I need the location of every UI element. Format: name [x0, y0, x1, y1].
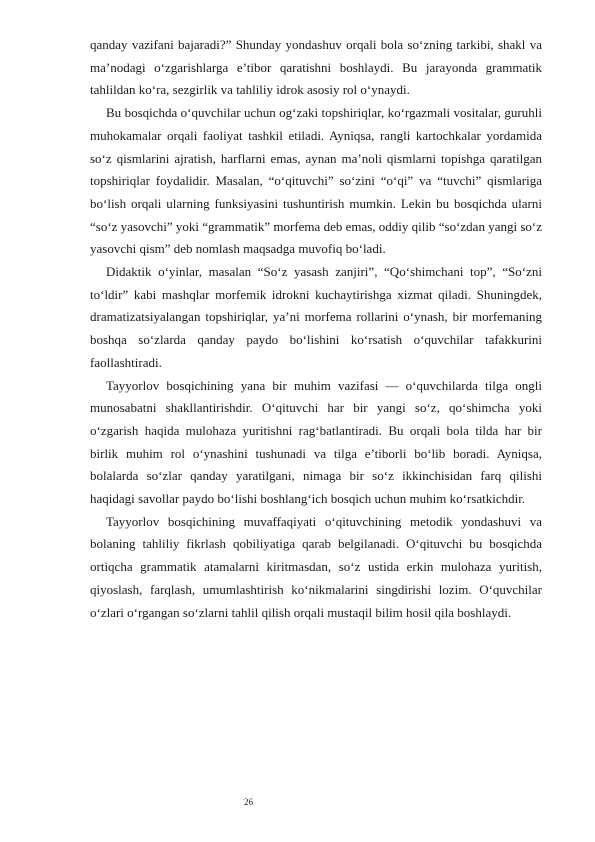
- page-number: 26: [244, 797, 253, 807]
- paragraph-stage-success: Tayyorlov bosqichining muvaffaqiyati o‘qituvchining metodik yondashuvi va bolaning tahliliy fikrlash qobiliyatiga qarab belgilanadi. O‘qituvchi bu bosqichda ortiqcha grammatik atamalarni kiritmasdan, so‘z ustida erkin mulohaza yuritish, qiyoslash, farqlash, umumlashtirish ko‘nikmalarini singdirishi lozim. O‘quvchilar o‘zlari o‘rgangan so‘zlarni tahlil qilish orqali mustaqil bilim hosil qila boshlaydi.: [90, 513, 542, 620]
- paragraph-continuation: qanday vazifani bajaradi?” Shunday yondashuv orqali bola so‘zning tarkibi, shakl va ma’nodagi o‘zgarishlarga e’tibor qaratishni boshlaydi. Bu jarayonda grammatik tahlildan ko‘ra, sezgirlik va tahliliy idrok asosiy rol o‘ynaydi.: [90, 37, 542, 98]
- paragraph-activities: Bu bosqichda o‘quvchilar uchun og‘zaki topshiriqlar, ko‘rgazmali vositalar, guruhli muhokamalar orqali faoliyat tashkil etiladi. Ayniqsa, rangli kartochkalar yordamida so‘z qismlarini ajratish, harflarni emas, aynan ma’noli qismlarni topishga qaratilgan topshiriqlar foydalidir. Masalan, “o‘qituvchi” so‘zini “o‘qi” va “tuvchi” qismlariga bo‘lish orqali ularning funksiyasini tushuntirish mumkin. Lekin bu bosqichda ularni “so‘z yasovchi” yoki “grammatik” morfema deb emas, oddiy qilib “so‘zdan yangi so‘z yasovchi qism” deb nomlash maqsadga muvofiq bo‘ladi.: [90, 105, 542, 257]
- paragraph-didactic-games: Didaktik o‘yinlar, masalan “So‘z yasash zanjiri”, “Qo‘shimchani top”, “So‘zni to‘ldir” kabi mashqlar morfemik idrokni kuchaytirishga xizmat qiladi. Shuningdek, dramatizatsiyalangan topshiriqlar, ya’ni morfema rollarini o‘ynash, bir morfemaning boshqa so‘zlarda qanday paydo bo‘lishini ko‘rsatish o‘quvchilar tafakkurini faollashtiradi.: [90, 264, 542, 370]
- page-body: [90, 34, 542, 624]
- paragraph-language-awareness: Tayyorlov bosqichining yana bir muhim vazifasi — o‘quvchilarda tilga ongli munosabatni shakllantirishdir. O‘qituvchi har bir yangi so‘z, qo‘shimcha yoki o‘zgarish haqida mulohaza yuritishni rag‘batlantiradi. Bu orqali bola tilda har bir birlik muhim rol o‘ynashini tushunadi va tilga e’tiborli bo‘lib boradi. Ayniqsa, bolalarda so‘zlar qanday yaratilgani, nimaga bir so‘z ikkinchisidan farq qilishi haqidagi savollar paydo bo‘lishi boshlang‘ich bosqich uchun muhim ko‘rsatkichdir.: [90, 377, 542, 507]
